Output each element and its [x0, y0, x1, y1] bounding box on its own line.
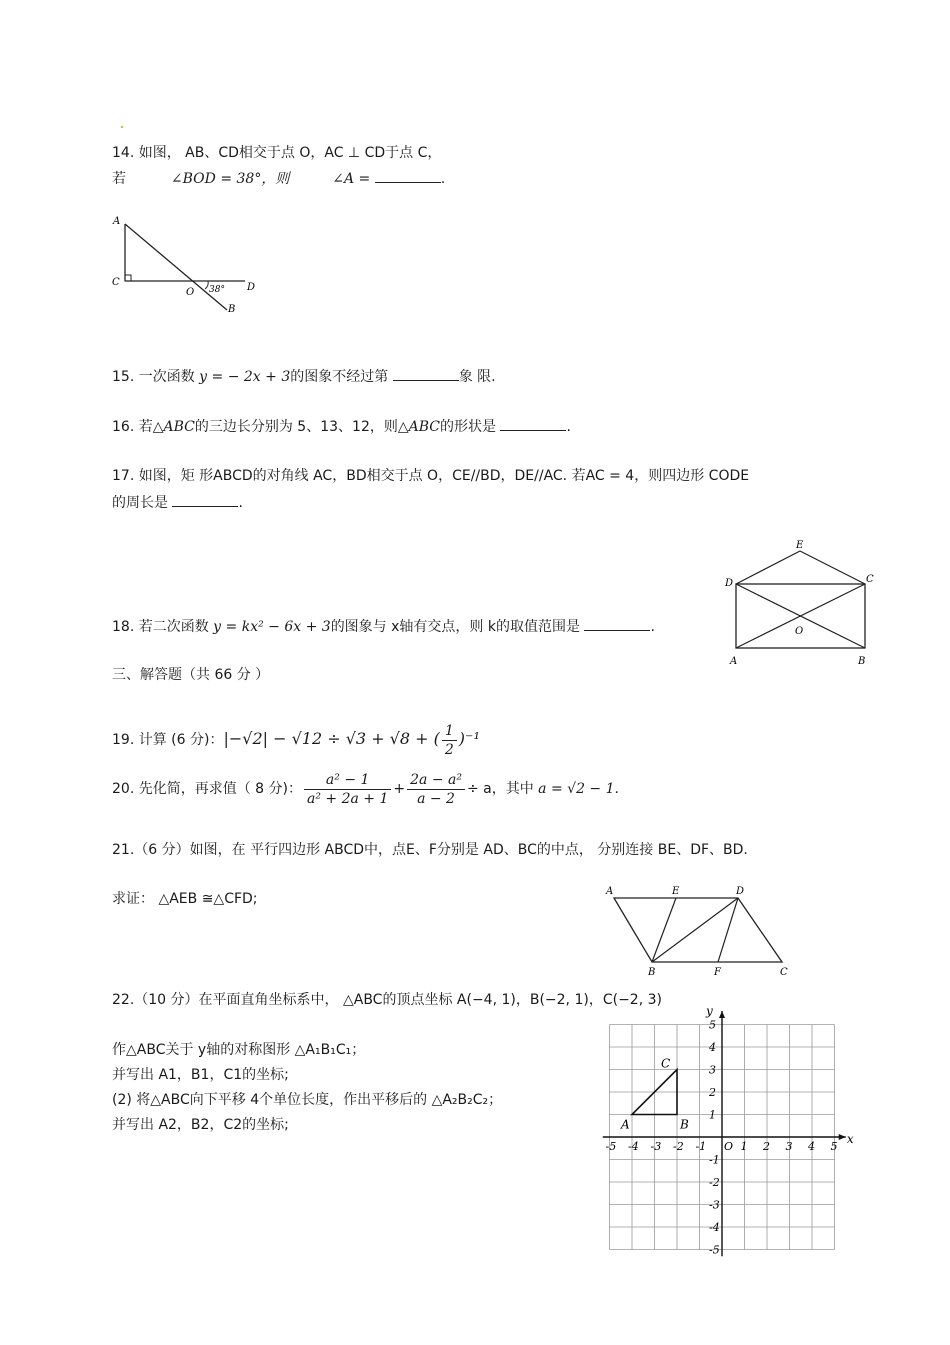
- q22-coordinate-grid: [605, 1004, 875, 1280]
- q18-pre: 18. 若二次函数: [112, 619, 214, 635]
- q21-figure: [600, 880, 800, 980]
- x-tick-label: -3: [650, 1140, 662, 1153]
- q21-line1: 21.（6 分）如图，在 平行四边形 ABCD中，点E、F分别是 AD、BC的中点， 分别连接 BE、DF、BD.: [112, 842, 748, 858]
- q21-line2: 求证： △AEB ≅△CFD;: [112, 891, 258, 907]
- y-tick-label: -3: [709, 1198, 720, 1212]
- q15-post: 象 限.: [458, 369, 496, 385]
- q15-pre: 15. 一次函数: [112, 369, 200, 385]
- q17-answer-blank[interactable]: [172, 492, 238, 507]
- q14-condition: ∠BOD = 38°，则: [170, 171, 290, 187]
- q16-mid: 的三边长分别为 5、13、12，则△: [194, 419, 409, 435]
- q17-label-e: E: [796, 540, 804, 551]
- q16-end: .: [566, 419, 571, 435]
- q20-frac1-num: a² − 1: [304, 771, 391, 790]
- q19-pre: 19. 计算 (6 分)：: [112, 732, 224, 748]
- q18-end: .: [650, 619, 655, 635]
- q20-frac2: [407, 771, 465, 808]
- q17-line2: [112, 492, 243, 513]
- q18-expr: y = kx² − 6x + 3: [213, 619, 331, 635]
- q14-label-d: D: [247, 282, 256, 293]
- q22-line4: (2) 将△ABC向下平移 4个单位长度，作出平移后的 △A₂B₂C₂；: [112, 1092, 503, 1108]
- y-tick-label: 1: [709, 1108, 716, 1122]
- q14-period: .: [440, 171, 446, 187]
- q14-if: 若: [112, 171, 126, 187]
- point-label-a: A: [621, 1117, 630, 1132]
- x-tick-label: 1: [740, 1140, 748, 1153]
- q15-expr: y = − 2x + 3: [199, 369, 291, 385]
- q14-label-a: A: [113, 216, 121, 227]
- y-tick-label: 2: [709, 1086, 716, 1099]
- y-tick-label: 5: [709, 1018, 716, 1032]
- q17-label-b: B: [858, 656, 866, 667]
- q22-line1: 22.（10 分）在平面直角坐标系中， △ABC的顶点坐标 A(−4, 1)，B(−2, 1)，C(−2, 3): [112, 992, 662, 1008]
- y-tick-label: -4: [709, 1221, 720, 1234]
- q22-line3: 并写出 A1，B1，C1的坐标;: [112, 1067, 289, 1083]
- q20-frac2-den: a − 2: [417, 790, 455, 807]
- q16-post: 的形状是: [440, 419, 501, 435]
- x-tick-label: 5: [830, 1140, 838, 1153]
- point-label-b: B: [680, 1117, 689, 1132]
- q17-figure: [720, 536, 880, 672]
- q20-plus: +: [393, 781, 406, 797]
- q15-mid: 的图象不经过第: [290, 369, 393, 385]
- y-axis-label: y: [706, 1004, 713, 1018]
- q22-line2: 作△ABC关于 y轴的对称图形 △A₁B₁C₁；: [112, 1042, 366, 1058]
- q16-pre: 16. 若△: [112, 419, 164, 435]
- q17-perimeter-text: 的周长是: [112, 495, 173, 511]
- q15-answer-blank[interactable]: [393, 366, 459, 381]
- origin-label: O: [724, 1140, 734, 1153]
- q21-label-d: D: [736, 886, 745, 897]
- q20-frac1: [304, 771, 391, 808]
- y-tick-label: 4: [709, 1041, 716, 1054]
- point-label-c: C: [661, 1056, 671, 1071]
- q16-abc2: ABC: [408, 419, 440, 435]
- q16-abc1: ABC: [163, 419, 195, 435]
- q20-tail: ÷ a，其中: [466, 781, 539, 797]
- section-3-heading: 三、解答题（共 66 分 ）: [112, 667, 270, 683]
- q17-line1: 17. 如图，矩 形ABCD的对角线 AC，BD相交于点 O，CE//BD，DE//AC. 若AC = 4，则四边形 CODE: [112, 468, 750, 484]
- x-tick-label: 4: [808, 1140, 815, 1153]
- q19-expr: |−√2| − √12 ÷ √3 + √8 + (: [223, 729, 440, 748]
- q19-frac-den: 2: [444, 741, 454, 758]
- y-tick-label: -1: [709, 1153, 720, 1167]
- y-tick-label: 3: [709, 1063, 716, 1077]
- q14-label-o: O: [186, 287, 195, 298]
- q17-end: .: [238, 495, 243, 511]
- y-tick-label: -5: [709, 1243, 720, 1257]
- q21-label-a: A: [606, 886, 614, 897]
- x-axis-arrow: [839, 1134, 846, 1140]
- q20-frac1-den: a² + 2a + 1: [306, 790, 389, 807]
- q14-label-b: B: [228, 304, 236, 315]
- q19-frac: [442, 722, 457, 759]
- q20: [112, 765, 619, 813]
- q22-line5: 并写出 A2，B2，C2的坐标;: [112, 1117, 289, 1133]
- q16-answer-blank[interactable]: [500, 416, 566, 431]
- q21-label-b: B: [648, 967, 656, 978]
- q14-line2: [112, 168, 445, 189]
- x-tick-label: 2: [763, 1140, 770, 1153]
- q19-frac-num: 1: [442, 722, 457, 741]
- q21-label-f: F: [714, 967, 721, 978]
- q18-answer-blank[interactable]: [584, 616, 650, 631]
- q19: [112, 718, 480, 760]
- q21-label-e: E: [672, 886, 680, 897]
- q20-frac2-num: 2a − a²: [407, 771, 465, 790]
- x-tick-label: 3: [785, 1140, 793, 1153]
- q17-label-d: D: [725, 578, 734, 589]
- q20-pre: 20. 先化简，再求值（ 8 分)：: [112, 781, 302, 797]
- q15: [112, 366, 496, 387]
- x-axis-label: x: [846, 1132, 854, 1146]
- q17-label-c: C: [866, 574, 874, 585]
- q14-angle-a: ∠A =: [332, 171, 371, 187]
- q14-figure: [105, 210, 265, 315]
- q18: [112, 616, 655, 637]
- y-tick-label: -2: [709, 1176, 720, 1189]
- q21-label-c: C: [780, 967, 788, 978]
- x-tick-label: -4: [628, 1140, 639, 1153]
- q14-answer-blank[interactable]: [375, 168, 441, 183]
- y-axis-arrow: [719, 1011, 725, 1018]
- q17-label-o: O: [795, 626, 804, 637]
- x-tick-label: -5: [605, 1140, 617, 1153]
- q18-mid: 的图象与 x轴有交点，则 k的取值范围是: [330, 619, 585, 635]
- q14-line1: 14. 如图， AB、CD相交于点 O，AC ⊥ CD于点 C，: [112, 145, 442, 161]
- q14-label-angle: 38°: [209, 285, 225, 295]
- q19-exp: )⁻¹: [458, 729, 480, 748]
- q14-label-c: C: [112, 277, 120, 288]
- q20-value: a = √2 − 1.: [538, 781, 619, 797]
- x-tick-label: -1: [695, 1140, 707, 1153]
- x-tick-label: -2: [673, 1140, 684, 1153]
- q16: [112, 416, 571, 437]
- scan-speck: [121, 126, 123, 128]
- q17-label-a: A: [730, 656, 738, 667]
